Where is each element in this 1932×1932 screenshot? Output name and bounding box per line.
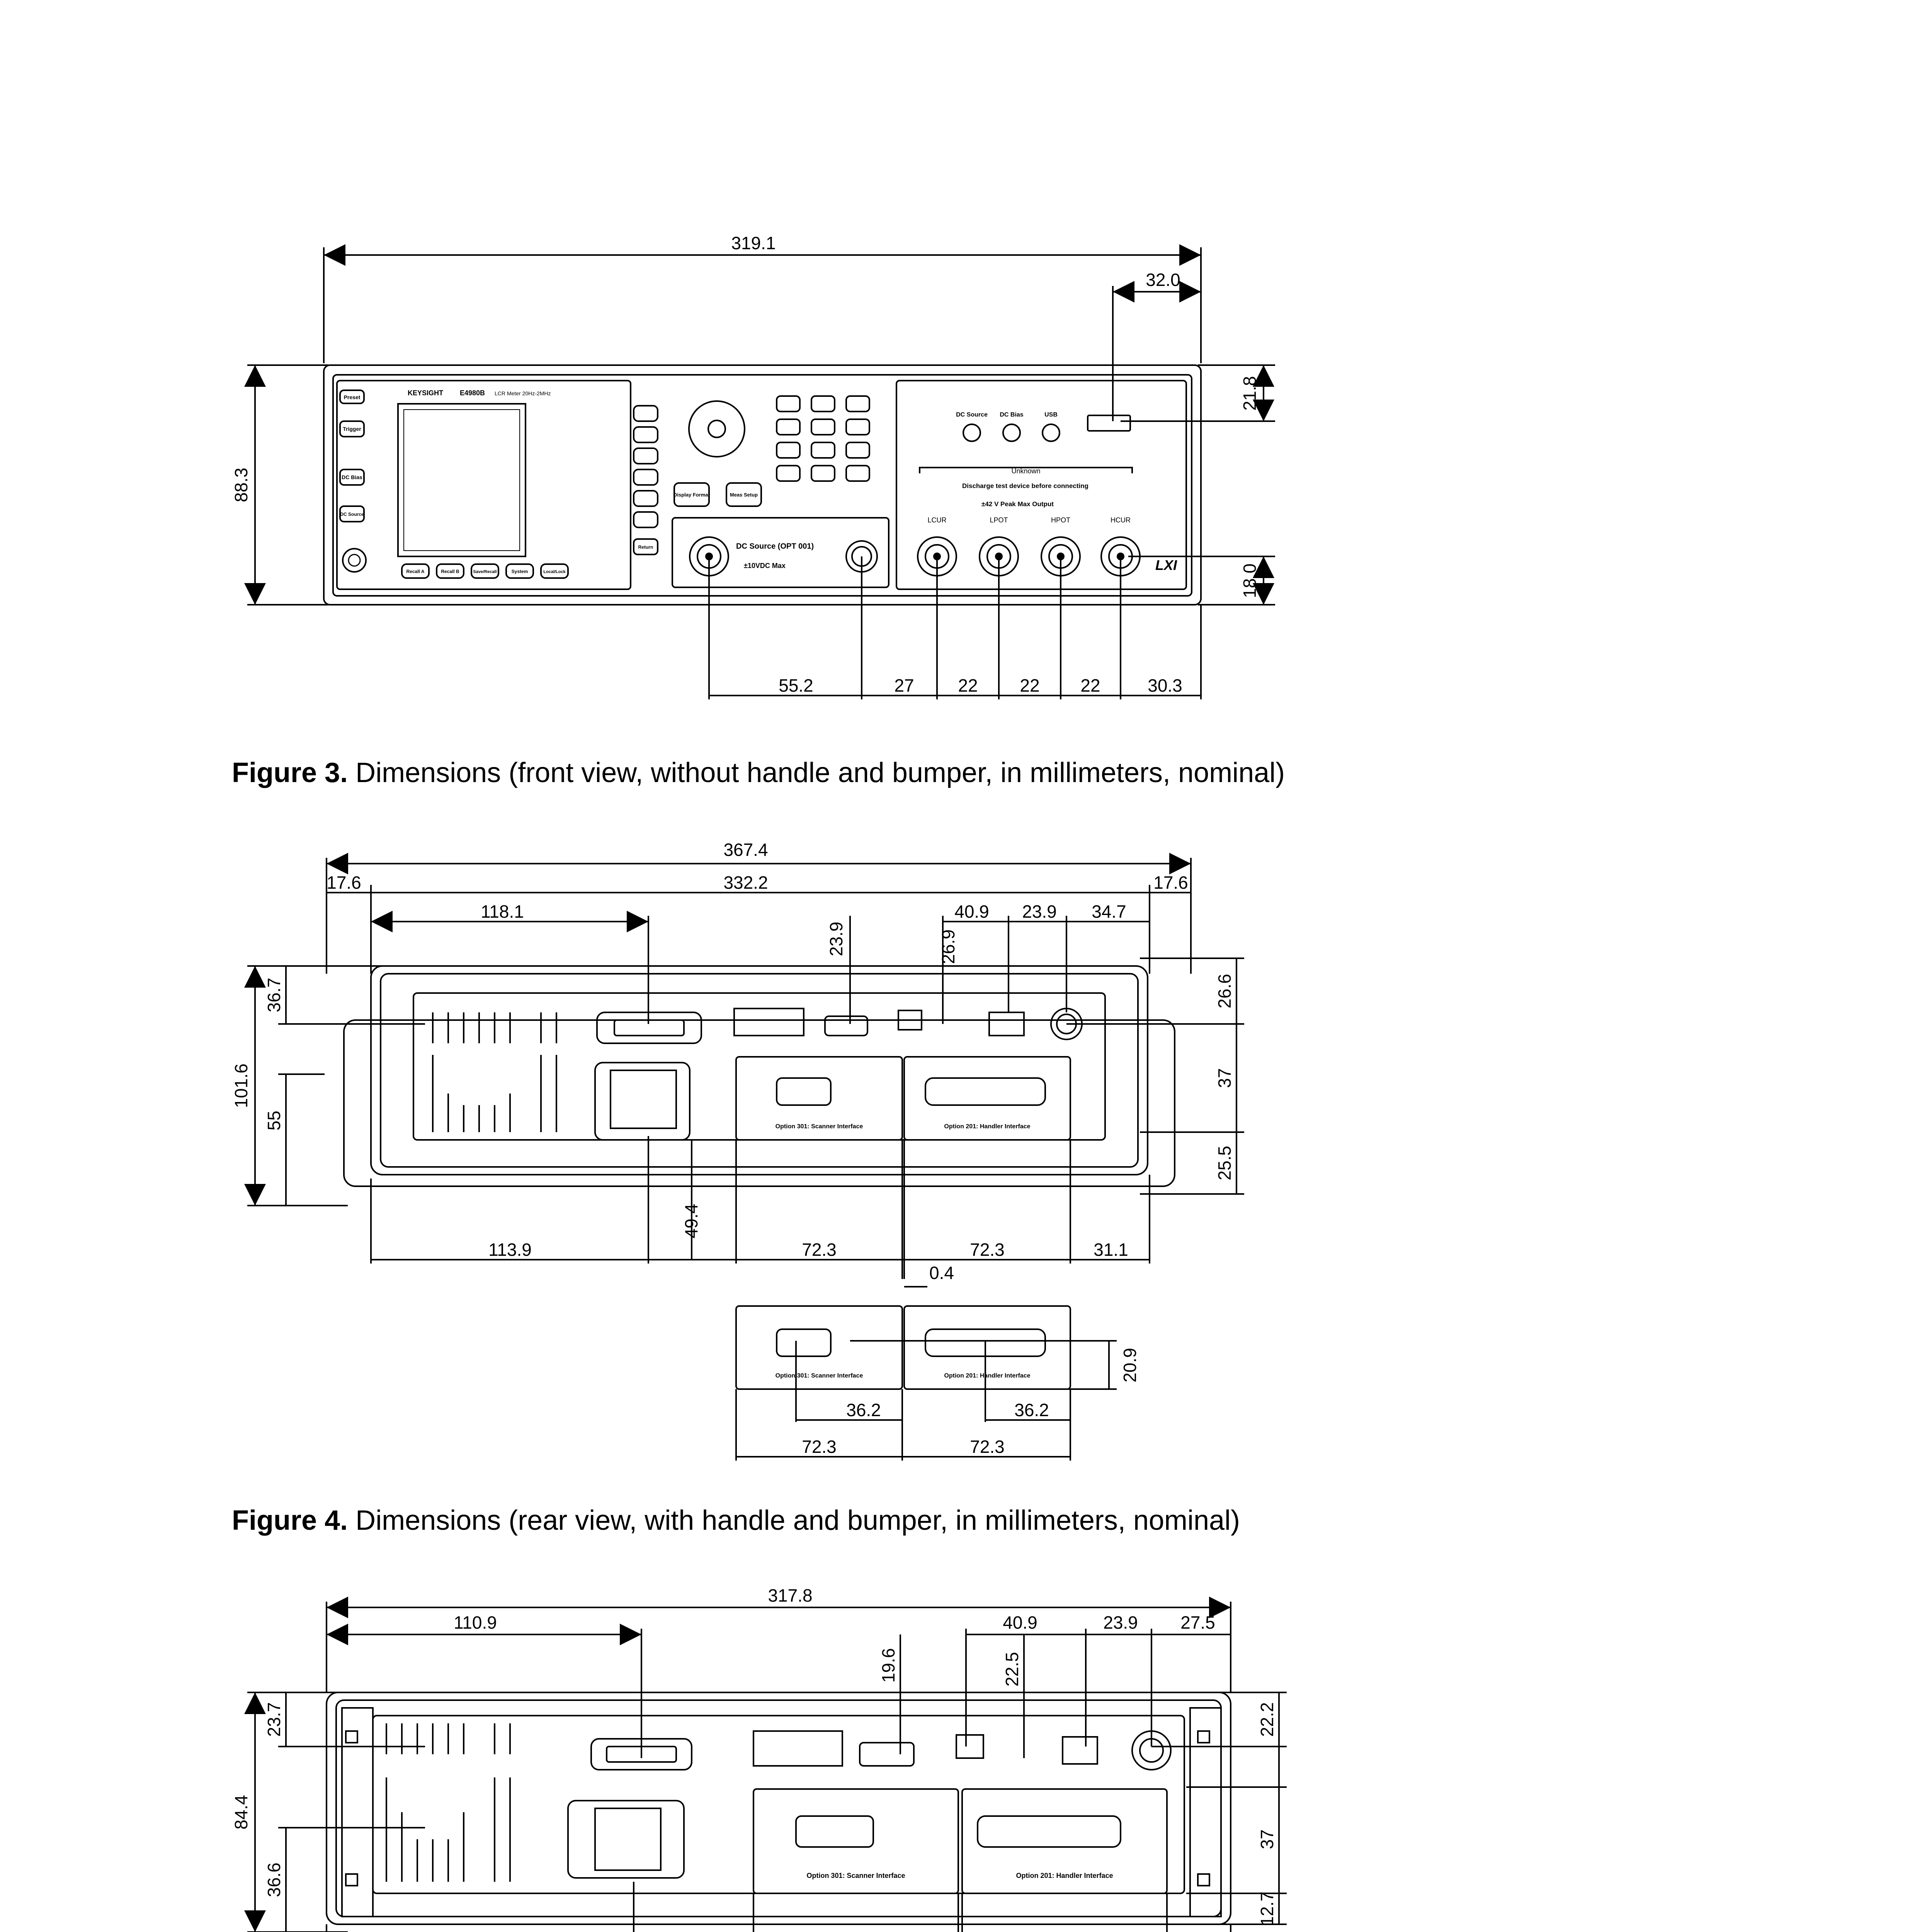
figure-3-number: Figure 3. <box>232 757 348 788</box>
fig3-key-recall-b: Recall B <box>441 569 459 574</box>
fig5-ext: 40.9 <box>1003 1612 1037 1633</box>
fig5-lan-h: 22.5 <box>1002 1652 1022 1687</box>
fig4-power: 49.4 <box>681 1204 701 1238</box>
fig4-inner: 332.2 <box>723 872 768 893</box>
fig5-opt-h: 37 <box>1257 1829 1277 1849</box>
fig4-overall: 367.4 <box>723 840 768 860</box>
figure-4-drawing <box>247 858 1244 1461</box>
fig4-right-margin: 31.1 <box>1094 1240 1128 1260</box>
fig4-detail-w1: 72.3 <box>802 1437 837 1457</box>
fig3-dim-c: 22 <box>958 675 978 696</box>
fig4-opt301: Option 301: Scanner Interface <box>775 1123 863 1130</box>
fig3-term-hpot: HPOT <box>1051 516 1071 524</box>
fig4-lan-w: 23.9 <box>1022 901 1057 922</box>
fig4-detail-off1: 36.2 <box>846 1400 881 1420</box>
fig3-dim-a: 55.2 <box>779 675 813 696</box>
fig3-dim-b: 27 <box>894 675 914 696</box>
fig4-opt-w2: 72.3 <box>970 1240 1005 1260</box>
fig3-key-local: Local/Lock <box>543 570 566 574</box>
fig4-usb-h: 23.9 <box>826 922 846 956</box>
fig3-term-lcur: LCUR <box>927 516 947 524</box>
figure-3-labels <box>231 233 1260 696</box>
fig3-lxi: LXI <box>1155 557 1177 573</box>
figure-4-caption <box>232 1503 1240 1538</box>
fig3-key-preset: Preset <box>344 394 361 400</box>
fig3-term-hcur: HCUR <box>1111 516 1131 524</box>
fig3-discharge: Discharge test device before connecting <box>962 482 1088 490</box>
figure-4-caption-text: Dimensions (rear view, with handle and bumper, in millimeters, nominal) <box>355 1505 1240 1536</box>
fig3-key-saverecall: Save/Recall <box>473 570 497 574</box>
fig4-ext: 40.9 <box>954 901 989 922</box>
fig3-dim-f: 30.3 <box>1148 675 1182 696</box>
fig3-key-meas: Meas Setup <box>730 492 758 498</box>
fig3-unknown: Unknown <box>1011 467 1041 475</box>
fig4-side-right: 17.6 <box>1153 872 1188 893</box>
fig3-height: 88.3 <box>231 468 251 502</box>
fig3-ind-dcsource: DC Source <box>956 412 988 418</box>
fig4-gap: 0.4 <box>929 1263 954 1283</box>
figure-4-labels <box>231 840 1235 1457</box>
fig3-overall-width: 319.1 <box>731 233 776 253</box>
figure-5-drawing <box>247 1602 1287 1932</box>
fig5-lan-w: 23.9 <box>1103 1612 1138 1633</box>
figure-3-caption-text: Dimensions (front view, without handle and bumper, in millimeters, nominal) <box>355 757 1285 788</box>
fig5-opt201: Option 201: Handler Interface <box>1016 1872 1113 1879</box>
fig5-overall: 317.8 <box>768 1585 813 1605</box>
fig4-opt201: Option 201: Handler Interface <box>944 1123 1031 1130</box>
fig5-lower-left: 36.6 <box>264 1862 284 1897</box>
fig4-top-left: 36.7 <box>264 978 284 1012</box>
fig3-ind-usb: USB <box>1044 412 1058 418</box>
fig5-top-right: 22.2 <box>1257 1702 1277 1737</box>
fig5-height: 84.4 <box>231 1795 251 1830</box>
fig3-key-dcsource: DC Source <box>340 512 364 517</box>
fig5-bnc: 27.5 <box>1180 1612 1215 1633</box>
fig3-peak: ±42 V Peak Max Output <box>981 500 1054 508</box>
figure-3-caption <box>232 755 1285 790</box>
figure-4-number: Figure 4. <box>232 1505 348 1536</box>
fig3-key-dcbias: DC Bias <box>342 474 362 480</box>
fig4-detail-w2: 72.3 <box>970 1437 1005 1457</box>
fig3-term-lpot: LPOT <box>990 516 1008 524</box>
fig4-detail-opt201: Option 201: Handler Interface <box>944 1372 1031 1379</box>
fig3-key-system: System <box>511 569 528 574</box>
fig4-detail-off2: 36.2 <box>1014 1400 1049 1420</box>
fig4-detail-opt301: Option 301: Scanner Interface <box>775 1372 863 1379</box>
fig3-brand: KEYSIGHT <box>408 389 444 397</box>
fig3-key-return: Return <box>638 544 653 550</box>
fig4-bottom-left: 113.9 <box>488 1240 532 1260</box>
fig5-usb-h: 19.6 <box>878 1648 898 1683</box>
fig4-detail-h: 20.9 <box>1120 1348 1140 1383</box>
fig3-key-display: Display Format <box>673 492 710 498</box>
fig3-dc-source: DC Source (OPT 001) <box>736 542 814 551</box>
fig4-top-right: 26.6 <box>1214 974 1235 1009</box>
fig4-side-left: 17.6 <box>327 872 361 893</box>
figure-3-drawing <box>247 247 1275 699</box>
fig4-bnc: 34.7 <box>1092 901 1126 922</box>
fig4-height: 101.6 <box>231 1063 251 1108</box>
fig4-lan-h: 26.9 <box>938 929 958 964</box>
fig4-lower-left: 55 <box>264 1111 284 1131</box>
fig3-dim-e: 22 <box>1080 675 1100 696</box>
fig3-top-usb: 21.8 <box>1240 376 1260 411</box>
fig4-gpib: 118.1 <box>481 901 524 922</box>
fig3-model: E4980B <box>460 389 485 397</box>
fig4-opt-w1: 72.3 <box>802 1240 837 1260</box>
fig3-bottom-bnc: 18.0 <box>1240 563 1260 598</box>
fig3-dc-warn: ±10VDC Max <box>744 562 786 570</box>
fig3-model-desc: LCR Meter 20Hz-2MHz <box>495 390 551 396</box>
fig3-key-recall-a: Recall A <box>406 569 425 574</box>
fig3-dim-d: 22 <box>1020 675 1040 696</box>
fig3-usb-offset: 32.0 <box>1146 270 1180 290</box>
fig5-opt301: Option 301: Scanner Interface <box>806 1872 905 1879</box>
fig5-bottom-right: 12.7 <box>1257 1891 1277 1926</box>
fig3-ind-dcbias: DC Bias <box>1000 412 1024 418</box>
fig4-bottom-right: 25.5 <box>1214 1146 1235 1180</box>
fig5-top-left: 23.7 <box>264 1702 284 1737</box>
fig3-key-trigger: Trigger <box>343 426 361 432</box>
fig4-opt-h: 37 <box>1214 1068 1235 1088</box>
fig5-gpib: 110.9 <box>454 1612 497 1633</box>
